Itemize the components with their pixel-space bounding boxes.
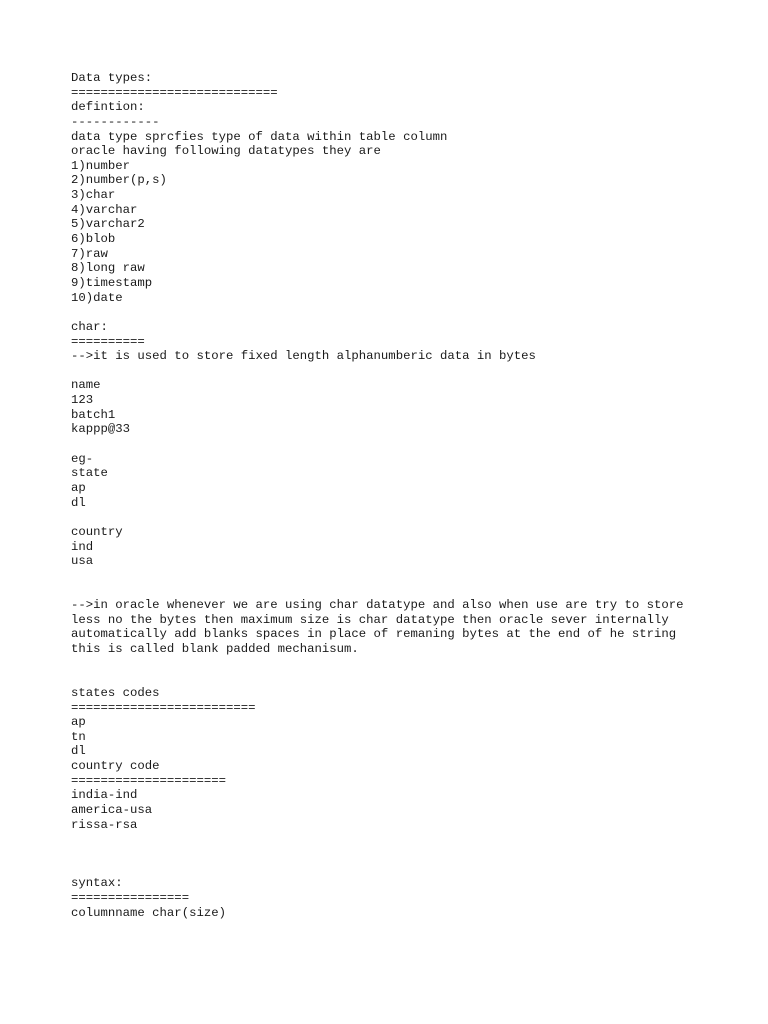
blank-line [71,657,731,672]
document-body [71,71,731,920]
blank-line [71,510,731,525]
text-line: 4)varchar [71,202,138,217]
text-line: ===================== [71,773,226,788]
text-line: ============================ [71,85,278,100]
text-line: ========================= [71,700,256,715]
text-line: usa [71,554,94,569]
text-line: ap [71,480,86,495]
text-line: 3)char [71,188,116,203]
text-line: 7)raw [71,246,108,261]
text-line: country [71,524,123,539]
blank-line [71,832,731,847]
text-line: oracle having following datatypes they are [71,144,381,159]
text-line: batch1 [71,407,116,422]
text-line: dl [71,744,86,759]
blank-line [71,364,731,379]
text-line: state [71,466,108,481]
text-line: eg- [71,451,94,466]
text-line: ind [71,539,94,554]
text-line: 1)number [71,158,131,173]
text-line: columnname char(size) [71,905,226,920]
text-line: automatically add blanks spaces in place of remaning bytes at the end of he string [71,627,677,642]
text-line: ========== [71,334,145,349]
blank-line [71,671,731,686]
text-line: -->it is used to store fixed length alphanumberic data in bytes [71,349,536,364]
text-line: 123 [71,393,94,408]
text-line: less no the bytes then maximum size is char datatype then oracle sever internally [71,612,669,627]
text-line: 9)timestamp [71,275,153,290]
text-line: Data types: [71,71,153,85]
text-line: char: [71,319,108,334]
text-line: 2)number(p,s) [71,173,167,188]
text-line: 6)blob [71,232,116,247]
blank-line [71,583,731,598]
text-line: syntax: [71,876,123,891]
text-line: defintion: [71,100,145,115]
blank-line [71,569,731,584]
text-line: this is called blank padded mechanisum. [71,641,359,656]
text-line: ------------ [71,114,160,129]
text-line: rissa-rsa [71,817,138,832]
text-line: 8)long raw [71,261,145,276]
text-line: 5)varchar2 [71,217,145,232]
text-line: -->in oracle whenever we are using char datatype and also when use are try to store [71,598,684,613]
blank-line [71,437,731,452]
text-line: tn [71,729,86,744]
text-line: name [71,378,101,393]
text-line: 10)date [71,290,123,305]
text-line: data type sprcfies type of data within table column [71,129,448,144]
text-line: states codes [71,685,160,700]
text-line: america-usa [71,803,153,818]
blank-line [71,862,731,877]
text-line: ap [71,715,86,730]
text-line: ================ [71,890,190,905]
text-line: country code [71,759,160,774]
text-line: india-ind [71,788,138,803]
text-line: kappp@33 [71,422,131,437]
text-line: dl [71,495,86,510]
blank-line [71,847,731,862]
blank-line [71,305,731,320]
